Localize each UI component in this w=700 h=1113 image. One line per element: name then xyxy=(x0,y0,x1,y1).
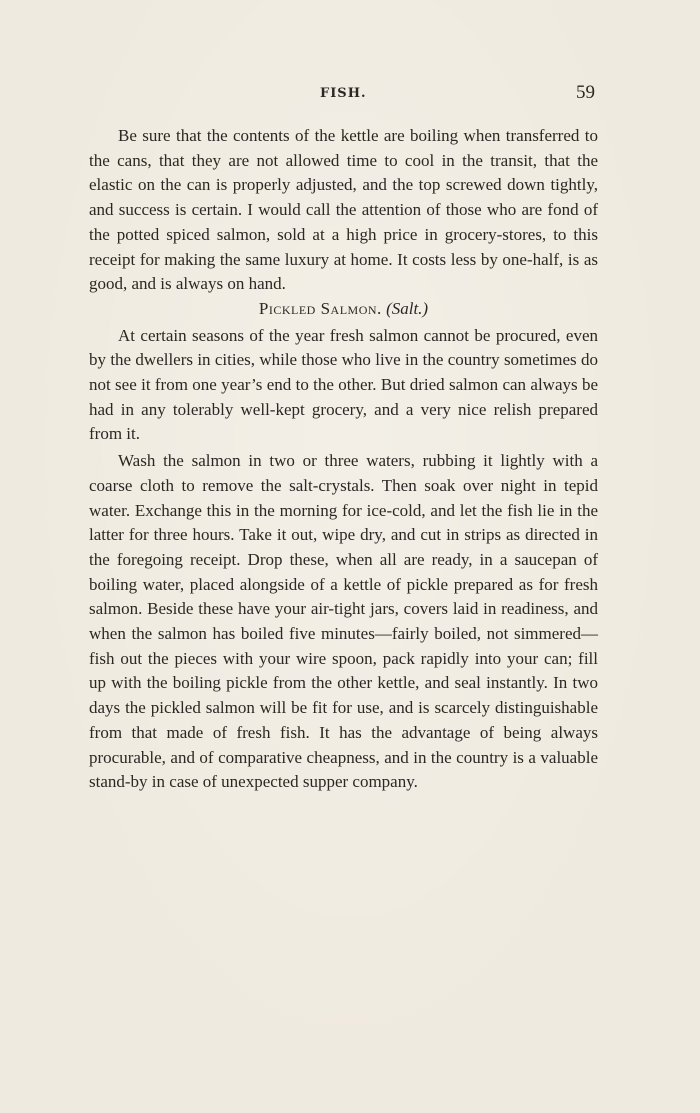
section-heading xyxy=(89,297,598,322)
page-number: 59 xyxy=(576,82,595,103)
section-heading-note: (Salt.) xyxy=(386,298,429,318)
paragraph-availability: At certain seasons of the year fresh salmon cannot be procured, even by the dwellers in cities, while those who live in the country sometimes do not see it from one year’s end to the other. But dried salmon can always be had in any tolerably well-kept grocery, and a very nice relish prepared from it. xyxy=(89,325,598,444)
intro-paragraph: Be sure that the contents of the kettle are boiling when transferred to the cans, that they are not allowed time to cool in the transit, that the elastic on the can is properly adjusted, and the top screwed down tightly, and success is certain. I would call the attention of those who are fond of the potted spiced salmon, sold at a high price in grocery-stores, to this receipt for making the same luxury at home. It costs less by one-half, is as good, and is always on hand. xyxy=(89,126,598,294)
paragraph-method: Wash the salmon in two or three waters, rubbing it lightly with a coarse cloth to remove the salt-crystals. Then soak over night in tepid water. Exchange this in the morning for ice-cold, and let the fish lie in the latter for three hours. Take it out, wipe dry, and cut in strips as directed in the foregoing receipt. Drop these, when all are ready, in a saucepan of boiling water, placed alongside of a kettle of pickle prepared as for fresh salmon. Beside these have your air-tight jars, covers laid in readiness, and when the salmon has boiled five minutes—fairly boiled, not simmered—fish out the pieces with your wire spoon, pack rapidly into your can; fill up with the boiling pickle from the other kettle, and seal instantly. In two days the pickled salmon will be fit for use, and is scarcely distinguishable from that made of fresh fish. It has the advantage of being always procurable, and of comparative cheapness, and in the country is a valuable stand-by in case of unexpected supper company. xyxy=(89,451,598,792)
section-heading-title: Pickled Salmon. xyxy=(258,298,382,318)
running-head xyxy=(0,82,700,110)
body-text xyxy=(89,124,598,795)
running-title: FISH. xyxy=(320,86,367,101)
